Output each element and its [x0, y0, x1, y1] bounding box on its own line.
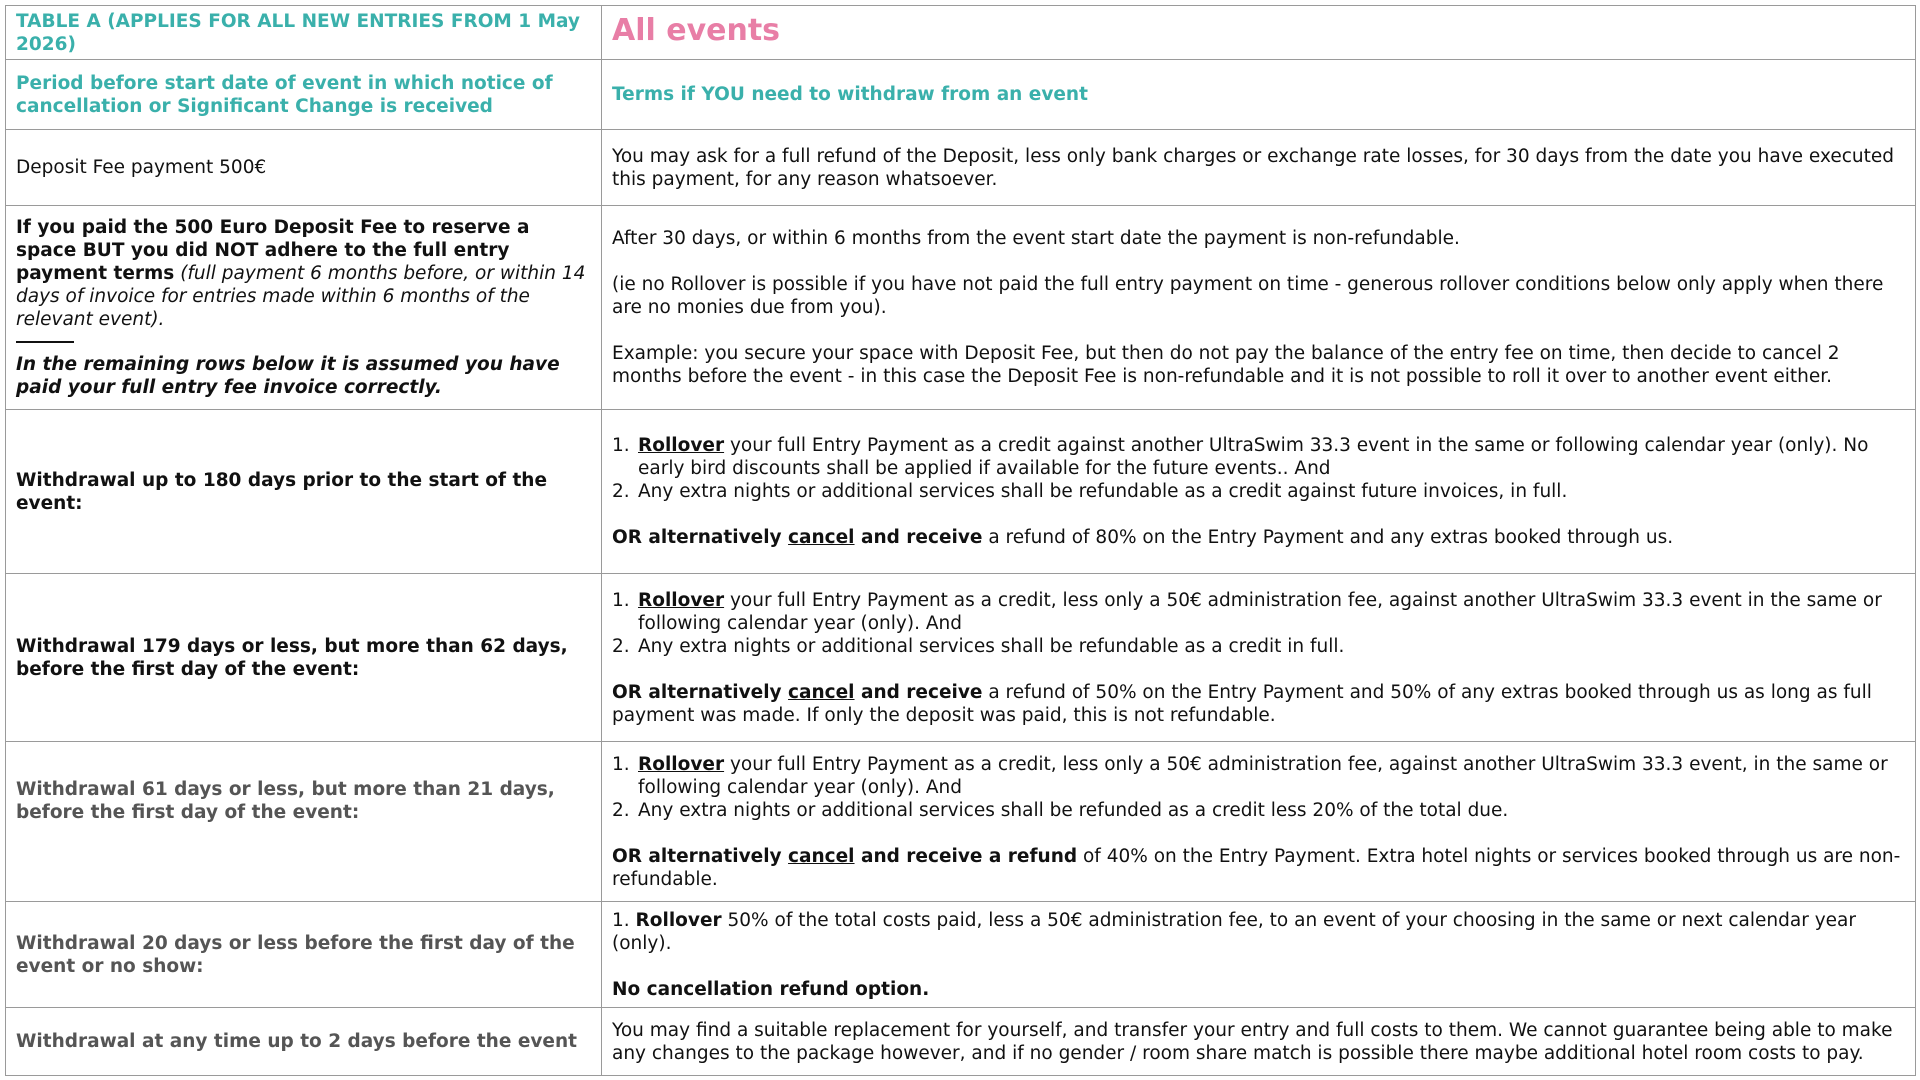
- row-179-terms-cell: 1. Rollover your full Entry Payment as a credit, less only a 50€ administration fee, against another UltraSwim 33.3 event in the same or following calendar year (only). And 2. Any extra nights or additional services shall be refundable as a credit in full. OR alternatively cancel and receive a refund of 50% on the Entry Payment and 50% of any extras booked through us as long as full payment was made. If only the deposit was paid, this is not refundable.: [602, 574, 1916, 742]
- row-20-terms-cell: 1. Rollover 50% of the total costs paid, less a 50€ administration fee, to an event of your choosing in the same or next calendar year (only). No cancellation refund option.: [602, 902, 1916, 1008]
- cancel-text: cancel: [788, 845, 855, 867]
- row-20-label: Withdrawal 20 days or less before the first day of the event or no show:: [16, 932, 575, 977]
- cancel-text: cancel: [788, 527, 855, 548]
- table-title: TABLE A (APPLIES FOR ALL NEW ENTRIES FROM 1 May 2026): [16, 10, 580, 55]
- list-item: 2. Any extra nights or additional services shall be refundable as a credit in full.: [612, 635, 1345, 657]
- short-divider: [16, 341, 74, 343]
- table-row-deposit: [6, 130, 1916, 206]
- table-title-cell: [6, 6, 602, 60]
- table-row-2-days: [6, 1008, 1916, 1076]
- row-61-terms-cell: 1. Rollover your full Entry Payment as a credit, less only a 50€ administration fee, against another UltraSwim 33.3 event, in the same or following calendar year (only). And 2. Any extra nights or additional services shall be refunded as a credit less 20% of the total due. OR alternatively cancel and receive a refund of 40% on the Entry Payment. Extra hotel nights or services booked through us are non-refundable.: [602, 742, 1916, 902]
- table-row-20-days: [6, 902, 1916, 1008]
- rollover-text: Rollover: [635, 909, 722, 931]
- table-row-180-days: [6, 410, 1916, 574]
- partial-label-bold: If you paid the 500 Euro Deposit Fee to reserve a space BUT you did NOT adhere to the full entry payment terms: [16, 217, 530, 284]
- terms-table-wrapper: [5, 5, 1915, 1075]
- row-2days-terms-cell: [602, 1008, 1916, 1076]
- table-row-61-days: [6, 742, 1916, 902]
- deposit-label-cell: [6, 130, 602, 206]
- row-180-label-cell: [6, 410, 602, 574]
- row-2days-label-cell: [6, 1008, 602, 1076]
- list-item: 1. Rollover your full Entry Payment as a credit, less only a 50€ administration fee, against another UltraSwim 33.3 event in the same or following calendar year (only). And: [612, 589, 1882, 634]
- no-cancellation-note: No cancellation refund option.: [612, 978, 930, 1000]
- rollover-text: Rollover: [638, 753, 725, 775]
- row-180-terms-cell: 1. Rollover your full Entry Payment as a credit against another UltraSwim 33.3 event in the same or following calendar year (only). No early bird discounts shall be applied if available for the future events.. And 2. Any extra nights or additional services shall be refundable as a credit against future invoices, in full. OR alternatively cancel and receive a refund of 80% on the Entry Payment and any extras booked through us.: [602, 410, 1916, 574]
- partial-terms-p2: (ie no Rollover is possible if you have not paid the full entry payment on time - generous rollover conditions below only apply when there are no monies due from you).: [612, 274, 1884, 318]
- deposit-terms-cell: [602, 130, 1916, 206]
- partial-label-note: In the remaining rows below it is assumed you have paid your full entry fee invoice correctly.: [16, 354, 560, 398]
- row-179-label: Withdrawal 179 days or less, but more than 62 days, before the first day of the event:: [16, 635, 568, 680]
- row-2days-label: Withdrawal at any time up to 2 days before the event: [16, 1031, 577, 1052]
- subheader-row: [6, 60, 1916, 130]
- deposit-terms: You may ask for a full refund of the Deposit, less only bank charges or exchange rate losses, for 30 days from the date you have executed this payment, for any reason whatsoever.: [612, 145, 1895, 190]
- row-179-label-cell: [6, 574, 602, 742]
- period-heading: Period before start date of event in which notice of cancellation or Significant Change is received: [16, 72, 553, 117]
- partial-label-italic: (full payment 6 months before, or within 14 days of invoice for entries made within 6 months of the relevant event).: [16, 263, 586, 330]
- row-61-label-cell: [6, 742, 602, 902]
- partial-terms-p1: After 30 days, or within 6 months from the event start date the payment is non-refundable.: [612, 228, 1460, 249]
- cancel-text: cancel: [788, 681, 855, 703]
- list-item: 1. Rollover your full Entry Payment as a credit against another UltraSwim 33.3 event in the same or following calendar year (only). No early bird discounts shall be applied if available for the future events.. And: [612, 435, 1869, 479]
- rollover-text: Rollover: [638, 435, 725, 456]
- events-title-cell: [602, 6, 1916, 60]
- partial-terms-p3: Example: you secure your space with Deposit Fee, but then do not pay the balance of the entry fee on time, then decide to cancel 2 months before the event - in this case the Deposit Fee is non-refundable and it is not possible to roll it over to another event either.: [612, 343, 1840, 387]
- partial-label-cell: [6, 206, 602, 410]
- deposit-label: Deposit Fee payment 500€: [16, 157, 267, 178]
- table-row-partial-payment: [6, 206, 1916, 410]
- period-heading-cell: [6, 60, 602, 130]
- partial-terms-cell: [602, 206, 1916, 410]
- row-61-label: Withdrawal 61 days or less, but more than 21 days, before the first day of the event:: [16, 779, 555, 823]
- list-item: 2. Any extra nights or additional services shall be refundable as a credit against future invoices, in full.: [612, 481, 1568, 502]
- row-20-label-cell: [6, 902, 602, 1008]
- table-header-row: [6, 6, 1916, 60]
- cancellation-terms-table: [5, 5, 1916, 1076]
- row-180-label: Withdrawal up to 180 days prior to the start of the event:: [16, 469, 548, 514]
- terms-heading: Terms if YOU need to withdraw from an event: [612, 84, 1088, 105]
- row-2days-terms: You may find a suitable replacement for yourself, and transfer your entry and full costs to them. We cannot guarantee being able to make any changes to the package however, and if no gender / room share match is possible there maybe additional hotel room costs to pay.: [612, 1019, 1893, 1064]
- terms-heading-cell: [602, 60, 1916, 130]
- rollover-text: Rollover: [638, 589, 725, 611]
- table-row-179-days: [6, 574, 1916, 742]
- list-item: 1. Rollover your full Entry Payment as a credit, less only a 50€ administration fee, against another UltraSwim 33.3 event, in the same or following calendar year (only). And: [612, 753, 1888, 798]
- events-title: All events: [612, 13, 781, 48]
- list-item: 2. Any extra nights or additional services shall be refunded as a credit less 20% of the total due.: [612, 799, 1509, 821]
